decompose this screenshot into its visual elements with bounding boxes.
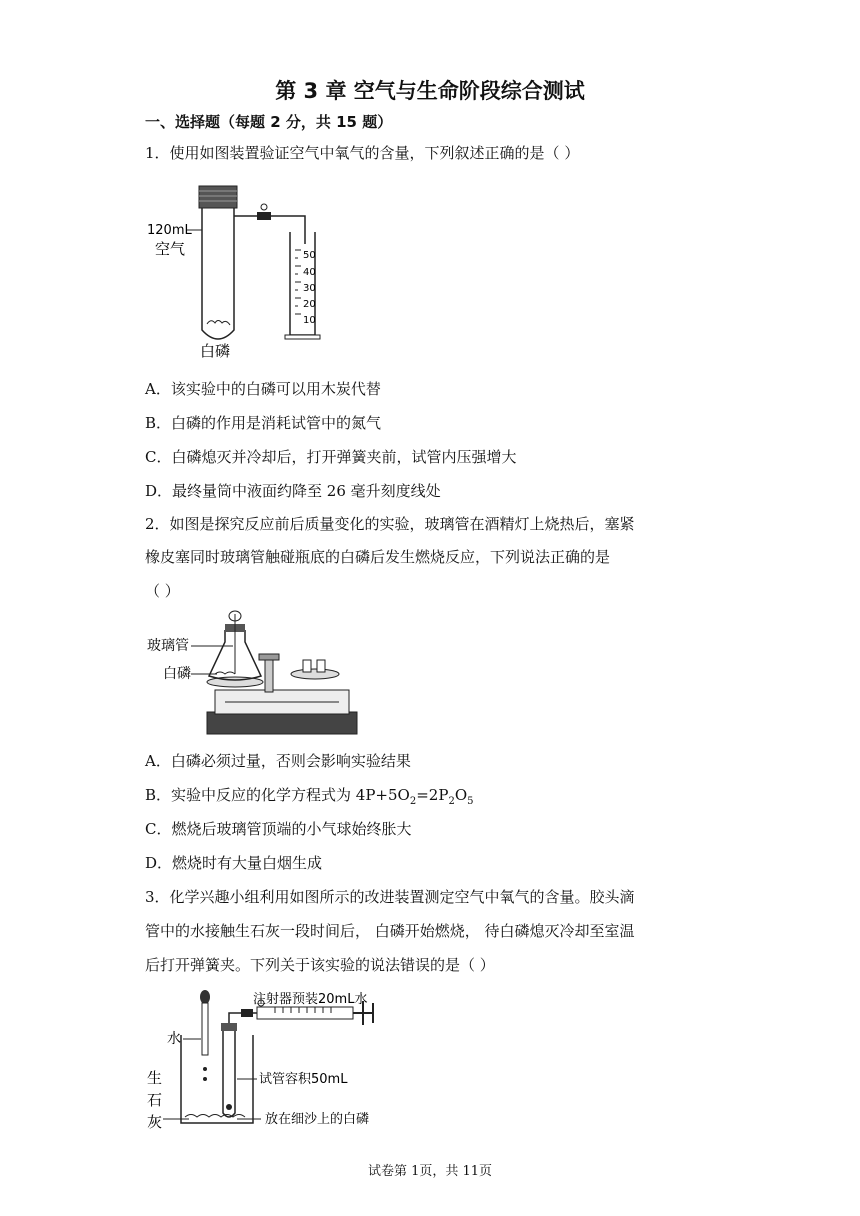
q2-stem-line-3: （ ）	[145, 582, 180, 600]
q3-stem-line-3: 后打开弹簧夹。下列关于该实验的说法错误的是（ ）	[145, 956, 495, 974]
q3-water-label: 水	[167, 1031, 181, 1047]
section-heading: 一、选择题（每题 2 分，共 15 题）	[145, 113, 393, 131]
q3-tube-volume-label: 试管容积50mL	[259, 1072, 348, 1087]
q1-scale-40: 40	[303, 267, 316, 278]
q2-option-b: B．实验中反应的化学方程式为 $4P+5O_2=2P_2O_5$	[145, 786, 474, 807]
q1-scale-50: 50	[303, 250, 316, 261]
q2-option-c: C．燃烧后玻璃管顶端的小气球始终胀大	[145, 820, 412, 838]
q3-lime-label-3: 灰	[147, 1113, 163, 1131]
q2-stem-line-1: 2．如图是探究反应前后质量变化的实验，玻璃管在酒精灯上烧热后，塞紧	[145, 515, 635, 533]
q3-syringe-label: 注射器预装20mL水	[253, 992, 368, 1007]
q1-stem: 1．使用如图装置验证空气中氧气的含量，下列叙述正确的是（ ）	[145, 144, 580, 162]
q2-stem-line-2: 橡皮塞同时玻璃管触碰瓶底的白磷后发生燃烧反应，下列说法正确的是	[145, 548, 611, 566]
q1-apparatus-figure	[145, 180, 325, 362]
page-title: 第 3 章 空气与生命阶段综合测试	[275, 79, 585, 103]
q3-stem-line-2: 管中的水接触生石灰一段时间后， 白磷开始燃烧， 待白磷熄灭冷却至室温	[145, 922, 635, 940]
q1-scale-10: 10	[303, 315, 316, 326]
q3-stem-line-1: 3．化学兴趣小组利用如图所示的改进装置测定空气中氧气的含量。胶头滴	[145, 888, 635, 906]
q1-scale-20: 20	[303, 299, 316, 310]
q1-volume-label: 120mL	[147, 223, 192, 238]
q1-option-c: C．白磷熄灭并冷却后，打开弹簧夹前，试管内压强增大	[145, 448, 517, 466]
q2-option-a: A．白磷必须过量，否则会影响实验结果	[145, 752, 411, 770]
q1-scale-30: 30	[303, 283, 316, 294]
q1-option-a: A．该实验中的白磷可以用木炭代替	[145, 380, 381, 398]
q1-phosphorus-label: 白磷	[200, 342, 231, 360]
q3-lime-label-2: 石	[147, 1091, 163, 1109]
q2-option-d: D．燃烧时有大量白烟生成	[145, 854, 323, 872]
q1-option-d: D．最终量筒中液面约降至 26 毫升刻度线处	[145, 482, 441, 500]
q2-phosphorus-label: 白磷	[163, 666, 191, 682]
q3-phosphorus-sand-label: 放在细沙上的白磷	[265, 1112, 370, 1127]
q1-air-label: 空气	[155, 240, 186, 258]
q2-glass-tube-label: 玻璃管	[147, 638, 189, 654]
q2-balance-figure	[145, 610, 365, 738]
page-footer: 试卷第 1页，共 11页	[367, 1164, 493, 1179]
q1-option-b: B．白磷的作用是消耗试管中的氮气	[145, 414, 382, 432]
q3-apparatus-figure	[145, 985, 415, 1135]
q3-lime-label-1: 生	[147, 1069, 163, 1087]
